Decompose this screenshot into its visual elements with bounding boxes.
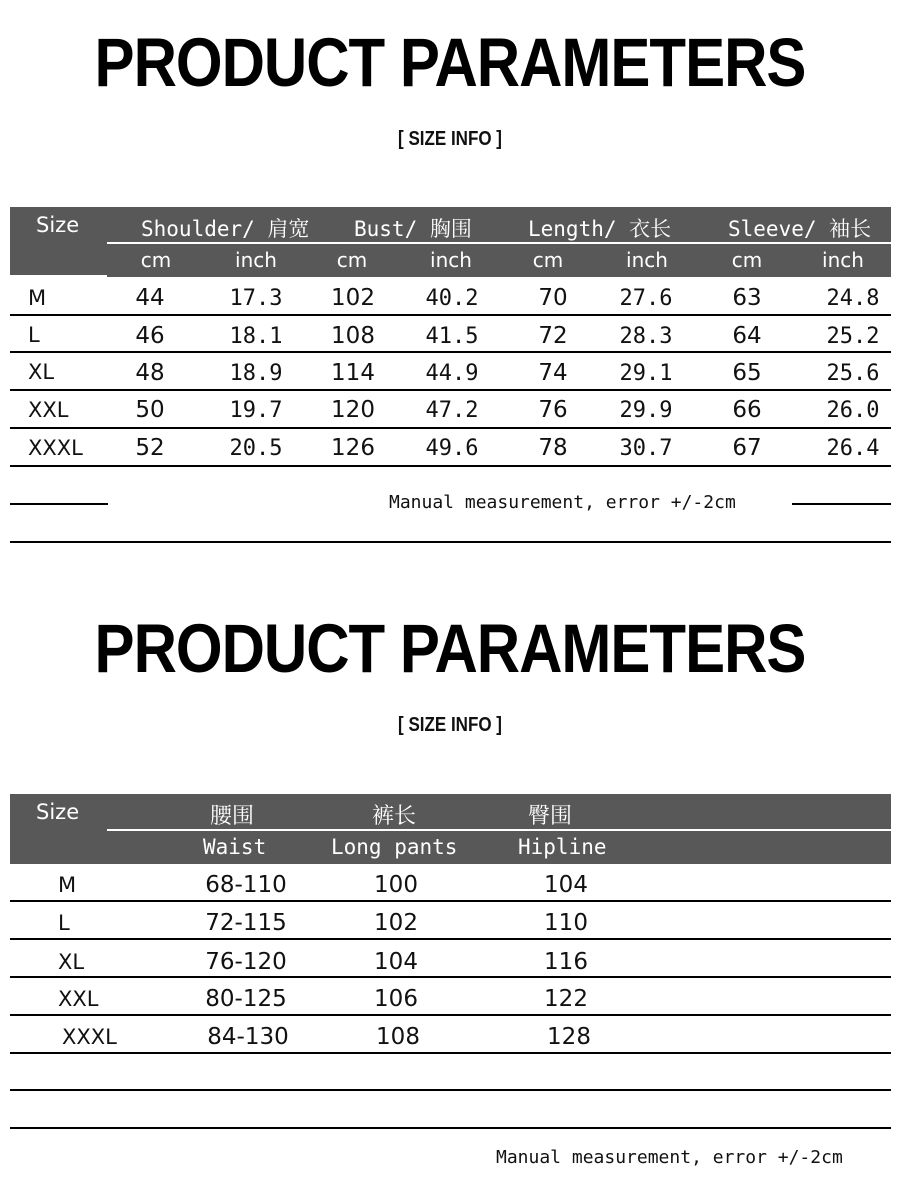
table-cell: 18.9 bbox=[229, 361, 283, 386]
row-divider bbox=[10, 938, 891, 940]
table-cell: 27.6 bbox=[619, 286, 673, 311]
top-col-length: Length/ 衣长 bbox=[528, 217, 672, 241]
bottom-col-pants-cn: 裤长 bbox=[372, 804, 417, 829]
bottom-col-waist-cn: 腰围 bbox=[210, 804, 255, 829]
top-header-bottom-line-left bbox=[10, 275, 107, 277]
top-unit-inch: inch bbox=[822, 248, 864, 272]
table-cell: 84-130 bbox=[207, 1024, 289, 1050]
table-cell: 108 bbox=[376, 1024, 420, 1050]
note-line-left bbox=[10, 503, 108, 505]
row-divider bbox=[10, 1127, 891, 1129]
size-cell: XL bbox=[28, 360, 55, 384]
bottom-col-hip-en: Hipline bbox=[518, 835, 607, 859]
top-unit-cm: cm bbox=[731, 248, 763, 272]
row-divider bbox=[10, 465, 891, 467]
top-col-sleeve: Sleeve/ 袖长 bbox=[728, 217, 872, 241]
table-cell: 30.7 bbox=[619, 436, 673, 461]
section-divider bbox=[10, 541, 891, 543]
table-cell: 20.5 bbox=[229, 436, 283, 461]
table-cell: 108 bbox=[331, 323, 375, 349]
table-cell: 25.6 bbox=[826, 361, 880, 386]
top-col-shoulder: Shoulder/ 肩宽 bbox=[141, 217, 310, 241]
size-cell: M bbox=[58, 873, 77, 897]
table-cell: 76-120 bbox=[205, 949, 287, 975]
row-divider bbox=[10, 314, 891, 316]
row-divider bbox=[10, 1014, 891, 1016]
size-cell: L bbox=[28, 323, 40, 347]
table-cell: 104 bbox=[374, 949, 418, 975]
table-cell: 25.2 bbox=[826, 324, 880, 349]
bottom-subtitle: [ SIZE INFO ] bbox=[398, 714, 502, 736]
table-cell: 72-115 bbox=[205, 910, 287, 936]
table-cell: 102 bbox=[374, 910, 418, 936]
table-cell: 116 bbox=[544, 949, 588, 975]
table-cell: 110 bbox=[544, 910, 588, 936]
table-cell: 41.5 bbox=[425, 324, 479, 349]
row-divider bbox=[10, 976, 891, 978]
table-cell: 104 bbox=[544, 872, 588, 898]
top-title: PRODUCT PARAMETERS bbox=[94, 23, 806, 102]
size-cell: XXXL bbox=[28, 436, 83, 460]
top-unit-inch: inch bbox=[626, 248, 668, 272]
table-cell: 74 bbox=[538, 360, 568, 386]
table-cell: 128 bbox=[547, 1024, 591, 1050]
measurement-note: Manual measurement, error +/-2cm bbox=[389, 492, 736, 513]
bottom-size-header: Size bbox=[36, 800, 80, 824]
table-cell: 26.4 bbox=[826, 436, 880, 461]
table-cell: 72 bbox=[538, 323, 568, 349]
bottom-col-waist-en: Waist bbox=[203, 835, 267, 859]
table-cell: 126 bbox=[331, 435, 375, 461]
table-cell: 29.9 bbox=[619, 398, 673, 423]
size-cell: XXXL bbox=[62, 1025, 117, 1049]
size-cell: XXL bbox=[28, 398, 69, 422]
top-col-bust: Bust/ 胸围 bbox=[354, 217, 472, 241]
table-cell: 19.7 bbox=[229, 398, 283, 423]
row-divider bbox=[10, 351, 891, 353]
table-cell: 68-110 bbox=[205, 872, 287, 898]
size-cell: L bbox=[58, 911, 70, 935]
size-cell: XL bbox=[58, 950, 85, 974]
table-cell: 52 bbox=[135, 435, 165, 461]
table-cell: 122 bbox=[544, 986, 588, 1012]
table-cell: 47.2 bbox=[425, 398, 479, 423]
table-cell: 29.1 bbox=[619, 361, 673, 386]
row-divider bbox=[10, 900, 891, 902]
size-cell: M bbox=[28, 286, 47, 310]
table-cell: 28.3 bbox=[619, 324, 673, 349]
table-cell: 48 bbox=[135, 360, 165, 386]
note-line-right bbox=[792, 503, 891, 505]
table-cell: 64 bbox=[732, 323, 762, 349]
table-cell: 66 bbox=[732, 397, 762, 423]
table-cell: 63 bbox=[732, 285, 762, 311]
table-cell: 40.2 bbox=[425, 286, 479, 311]
top-unit-cm: cm bbox=[140, 248, 172, 272]
table-cell: 49.6 bbox=[425, 436, 479, 461]
table-cell: 80-125 bbox=[205, 986, 287, 1012]
bottom-title: PRODUCT PARAMETERS bbox=[94, 609, 806, 688]
table-cell: 70 bbox=[538, 285, 568, 311]
top-unit-inch: inch bbox=[430, 248, 472, 272]
top-size-header: Size bbox=[36, 213, 80, 237]
table-cell: 78 bbox=[538, 435, 568, 461]
table-cell: 65 bbox=[732, 360, 762, 386]
row-divider bbox=[10, 1052, 891, 1054]
row-divider bbox=[10, 389, 891, 391]
measurement-note: Manual measurement, error +/-2cm bbox=[496, 1147, 843, 1168]
row-divider bbox=[10, 427, 891, 429]
bottom-col-hip-cn: 臀围 bbox=[528, 804, 573, 829]
top-header-band bbox=[10, 207, 891, 277]
table-cell: 102 bbox=[331, 285, 375, 311]
table-cell: 46 bbox=[135, 323, 165, 349]
top-unit-inch: inch bbox=[235, 248, 277, 272]
table-cell: 120 bbox=[331, 397, 375, 423]
table-cell: 67 bbox=[732, 435, 762, 461]
table-cell: 100 bbox=[374, 872, 418, 898]
bottom-header-band bbox=[10, 794, 891, 864]
table-cell: 50 bbox=[135, 397, 165, 423]
size-cell: XXL bbox=[58, 987, 99, 1011]
top-unit-cm: cm bbox=[336, 248, 368, 272]
table-cell: 44 bbox=[135, 285, 165, 311]
table-cell: 44.9 bbox=[425, 361, 479, 386]
table-cell: 17.3 bbox=[229, 286, 283, 311]
row-divider bbox=[10, 1089, 891, 1091]
table-cell: 24.8 bbox=[826, 286, 880, 311]
table-cell: 114 bbox=[331, 360, 375, 386]
top-unit-cm: cm bbox=[532, 248, 564, 272]
table-cell: 76 bbox=[538, 397, 568, 423]
table-cell: 18.1 bbox=[229, 324, 283, 349]
top-subtitle: [ SIZE INFO ] bbox=[398, 128, 502, 150]
bottom-col-pants-en: Long pants bbox=[331, 835, 458, 859]
table-cell: 26.0 bbox=[826, 398, 880, 423]
table-cell: 106 bbox=[374, 986, 418, 1012]
